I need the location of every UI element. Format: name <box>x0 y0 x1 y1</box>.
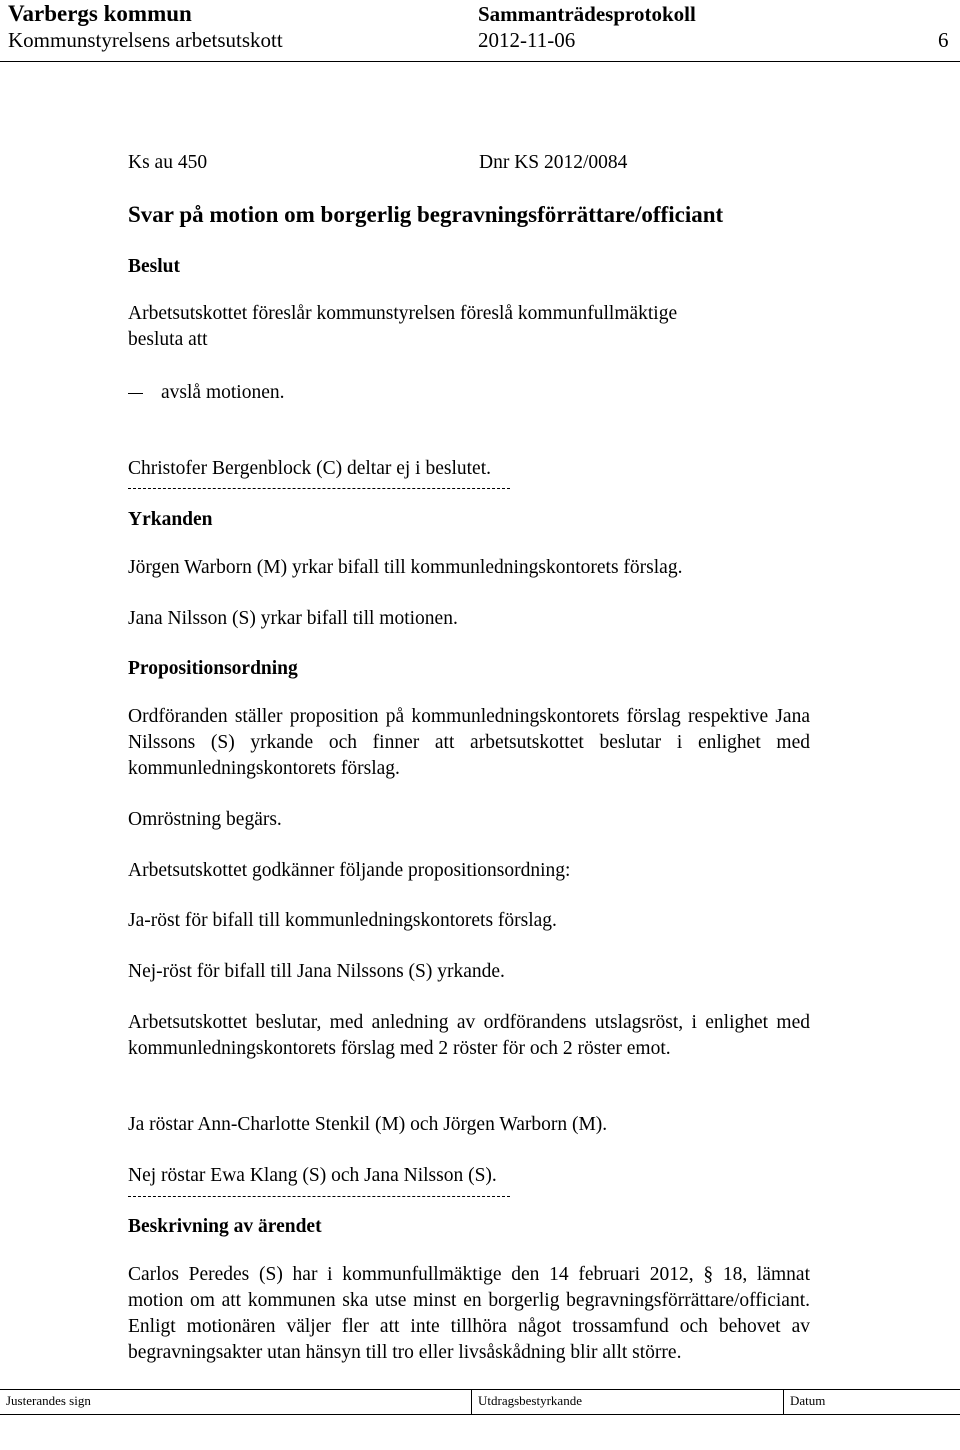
meeting-date: 2012-11-06 <box>478 28 576 52</box>
procedure-paragraph: Ja-röst för bifall till kommunledningskontorets förslag. <box>128 910 557 931</box>
section-divider <box>128 1196 510 1197</box>
justification-cell: Justerandes sign <box>0 1390 472 1414</box>
procedure-paragraph: Omröstning begärs. <box>128 809 282 830</box>
motion-paragraph: Jörgen Warborn (M) yrkar bifall till kommunledningskontorets förslag. <box>128 557 683 578</box>
description-paragraph: Carlos Peredes (S) har i kommunfullmäktige den 14 februari 2012, § 18, lämnat motion om att kommunen ska utse minst en borgerlig begravningsförrättare/officiant. Enligt motionären väljer fler att inte tillhöra något trossamfund och behovet av begravningsakter utan hänsyn till tro eller livsåskådning blir allt större. <box>128 1264 810 1363</box>
procedure-paragraph: Ordföranden ställer proposition på kommunledningskontorets förslag respektive Jana Nilssons (S) yrkande och finner att arbetsutskottet beslutar i enlighet med kommunledningskontorets förslag. <box>128 706 810 779</box>
procedure-heading: Propositionsordning <box>128 658 298 679</box>
section-divider <box>128 488 510 489</box>
procedure-paragraph: Arbetsutskottet godkänner följande propositionsordning: <box>128 860 571 881</box>
date-cell: Datum <box>790 1393 826 1408</box>
decision-line-1: Arbetsutskottet föreslår kommunstyrelsen föreslå kommunfullmäktige <box>128 303 678 324</box>
procedure-paragraph: Nej-röst för bifall till Jana Nilssons (S) yrkande. <box>128 961 505 982</box>
decision-line-2: besluta att <box>128 329 208 350</box>
decision-note: Christofer Bergenblock (C) deltar ej i beslutet. <box>128 458 491 479</box>
decision-heading: Beslut <box>128 256 181 277</box>
document-type: Sammanträdesprotokoll <box>478 2 696 26</box>
procedure-paragraph: Arbetsutskottet beslutar, med anledning av ordförandens utslagsröst, i enlighet med kommunledningskontorets förslag med 2 röster för och 2 röster emot. <box>128 1012 810 1059</box>
procedure-paragraph: Nej röstar Ewa Klang (S) och Jana Nilsson (S). <box>128 1165 497 1186</box>
dash-bullet <box>128 393 143 394</box>
extract-cell: Utdragsbestyrkande <box>472 1390 784 1414</box>
document-header-top <box>0 0 960 28</box>
motion-paragraph: Jana Nilsson (S) yrkar bifall till motionen. <box>128 608 458 629</box>
signature-footer <box>0 1389 960 1415</box>
case-title: Svar på motion om borgerlig begravningsförrättare/officiant <box>128 202 724 227</box>
document-header-bottom <box>0 28 960 62</box>
procedure-paragraph: Ja röstar Ann-Charlotte Stenkil (M) och Jörgen Warborn (M). <box>128 1114 608 1135</box>
section-number: Ks au 450 <box>128 152 208 173</box>
description-heading: Beskrivning av ärendet <box>128 1216 322 1237</box>
case-reference: Dnr KS 2012/0084 <box>479 152 628 173</box>
motions-heading: Yrkanden <box>128 509 213 530</box>
committee-name: Kommunstyrelsens arbetsutskott <box>8 28 283 52</box>
page-number: 6 <box>938 28 949 52</box>
organization-name: Varbergs kommun <box>8 1 192 26</box>
decision-item: avslå motionen. <box>161 382 285 403</box>
